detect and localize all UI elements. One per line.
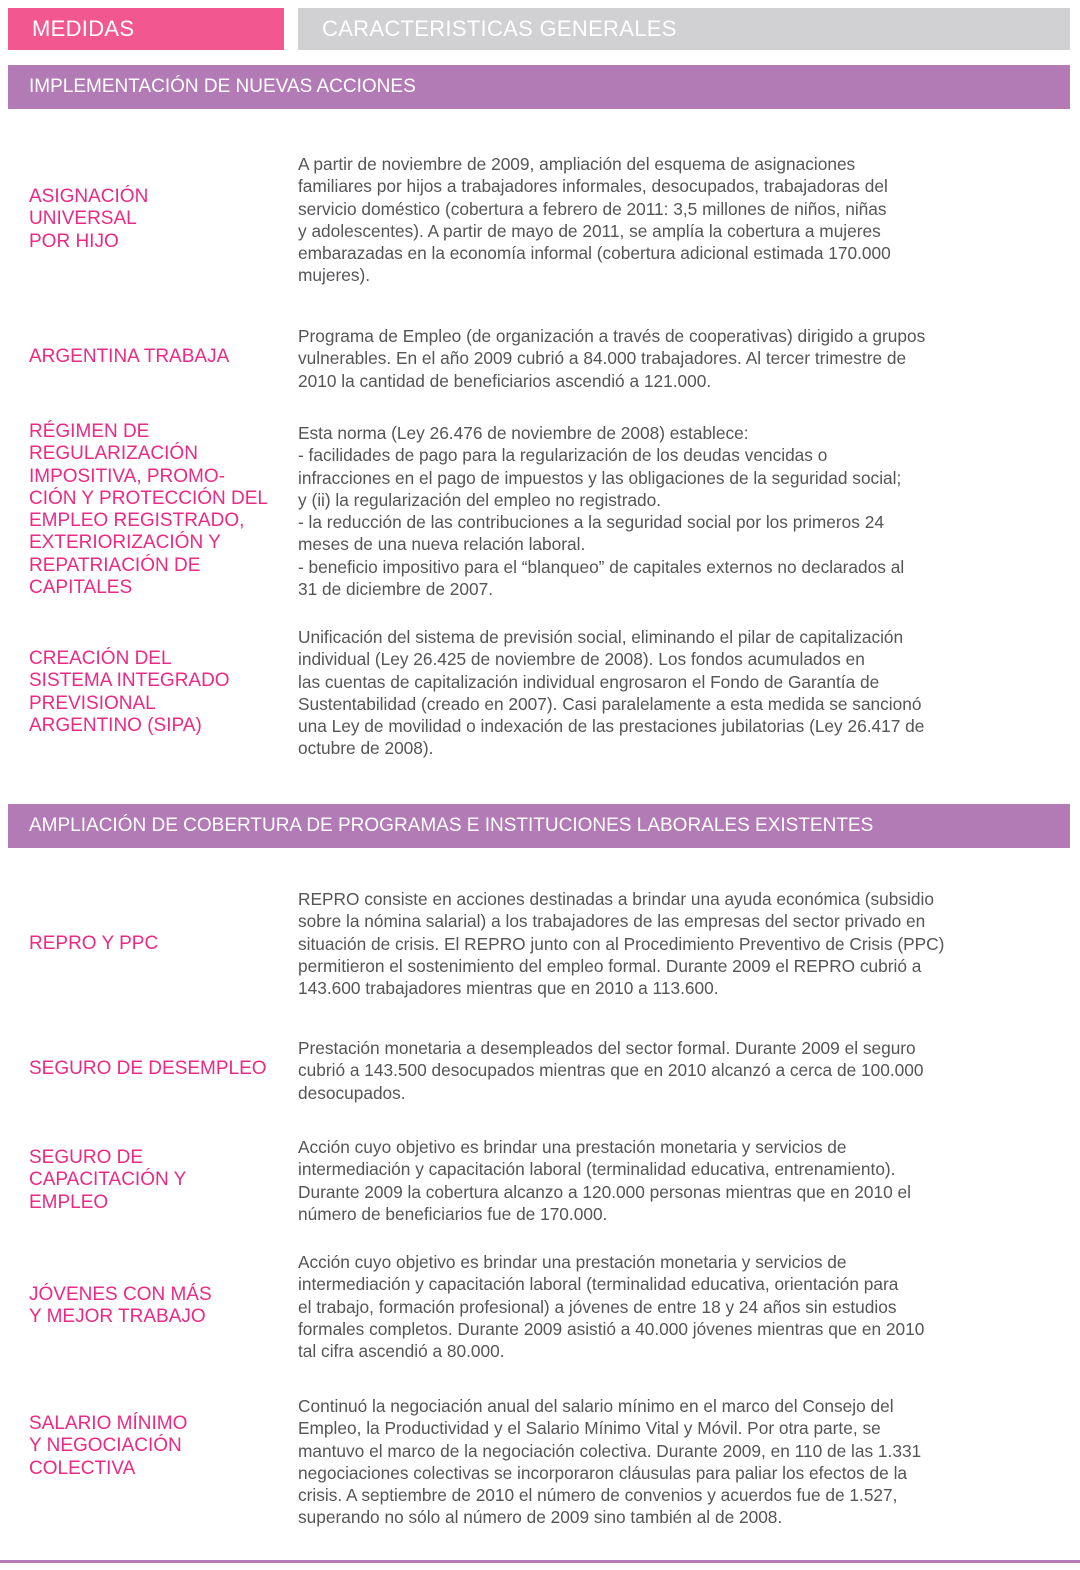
- measure-argentina-trabaja: ARGENTINA TRABAJA: [29, 346, 230, 367]
- description-repro-ppc: REPRO consiste en acciones destinadas a brindar una ayuda económica (subsidio sobre la nómina salarial) a los trabajadores de las empresas del sector privado en situación de crisis. El REPRO junto con al Procedimiento Preventivo de Crisis (PPC) permitieron el sostenimiento del empleo formal. Durante 2009 el REPRO cubrió a 143.600 trabajadores mientras que en 2010 a 113.600.: [298, 889, 945, 999]
- description-asignacion-universal: A partir de noviembre de 2009, ampliación del esquema de asignaciones familiares por hijos a trabajadores informales, desocupados, trabajadoras del servicio doméstico (cobertura a febrero de 2011: 3,5 millones de niños, niñas y adolescentes). A partir de mayo de 2011, se amplía la cobertura a mujeres embarazadas en la economía informal (cobertura adicional estimada 170.000 mujeres).: [298, 154, 891, 286]
- measure-repro-ppc: REPRO Y PPC: [29, 933, 159, 954]
- description-seguro-desempleo: Prestación monetaria a desempleados del sector formal. Durante 2009 el seguro cubrió a 143.500 desocupados mientras que en 2010 alcanzó a cerca de 100.000 desocupados.: [298, 1038, 924, 1103]
- description-argentina-trabaja: Programa de Empleo (de organización a través de cooperativas) dirigido a grupos vulnerables. En el año 2009 cubrió a 84.000 trabajadores. Al tercer trimestre de 2010 la cantidad de beneficiarios ascendió a 121.000.: [298, 326, 926, 391]
- description-regimen-regularizacion: Esta norma (Ley 26.476 de noviembre de 2008) establece: - facilidades de pago para la regularización de los deudas vencidas o infracciones en el pago de impuestos y las obligaciones de la seguridad social; y (ii) la regularización del empleo no registrado. - la reducción de las contribuciones a la seguridad social por los primeros 24 meses de una nueva relación laboral. - beneficio impositivo para el “blanqueo” de capitales externos no declarados al 31 de diciembre de 2007.: [298, 423, 905, 600]
- section-header-ampliacion-cobertura: AMPLIACIÓN DE COBERTURA DE PROGRAMAS E INSTITUCIONES LABORALES EXISTENTES: [8, 804, 1070, 848]
- measure-jovenes: JÓVENES CON MÁS Y MEJOR TRABAJO: [29, 1284, 212, 1328]
- description-jovenes: Acción cuyo objetivo es brindar una prestación monetaria y servicios de intermediación y capacitación laboral (terminalidad educativa, orientación para el trabajo, formación profesional) a jóvenes de entre 18 y 24 años sin estudios formales completos. Durante 2009 asistió a 40.000 jóvenes mientras que en 2010 tal cifra ascendió a 80.000.: [298, 1252, 925, 1362]
- measure-seguro-capacitacion: SEGURO DE CAPACITACIÓN Y EMPLEO: [29, 1147, 187, 1213]
- measure-asignacion-universal: ASIGNACIÓN UNIVERSAL POR HIJO: [29, 186, 149, 252]
- measure-regimen-regularizacion: RÉGIMEN DE REGULARIZACIÓN IMPOSITIVA, PROMO- CIÓN Y PROTECCIÓN DEL EMPLEO REGISTRADO, EXTERIORIZACIÓN Y REPATRIACIÓN DE CAPITALES: [29, 421, 268, 599]
- measure-salario-minimo: SALARIO MÍNIMO Y NEGOCIACIÓN COLECTIVA: [29, 1413, 188, 1479]
- description-sipa: Unificación del sistema de previsión social, eliminando el pilar de capitalización individual (Ley 26.425 de noviembre de 2008). Los fondos acumulados en las cuentas de capitalización individual engrosaron el Fondo de Garantía de Sustentabilidad (creado en 2007). Casi paralelamente a esta medida se sancionó una Ley de movilidad o indexación de las prestaciones jubilatorias (Ley 26.417 de octubre de 2008).: [298, 627, 925, 759]
- description-seguro-capacitacion: Acción cuyo objetivo es brindar una prestación monetaria y servicios de intermediación y capacitación laboral (terminalidad educativa, entrenamiento). Durante 2009 la cobertura alcanzo a 120.000 personas mientras que en 2010 el número de beneficiarios fue de 170.000.: [298, 1137, 911, 1224]
- section-header-nuevas-acciones: IMPLEMENTACIÓN DE NUEVAS ACCIONES: [8, 65, 1070, 109]
- medidas-column-header: MEDIDAS: [8, 8, 284, 50]
- caracteristicas-column-header: CARACTERISTICAS GENERALES: [298, 8, 1070, 50]
- description-salario-minimo: Continuó la negociación anual del salario mínimo en el marco del Consejo del Empleo, la Productividad y el Salario Mínimo Vital y Móvil. Por otra parte, se mantuvo el marco de la negociación colectiva. Durante 2009, en 110 de las 1.331 negociaciones colectivas se incorporaron cláusulas para paliar los efectos de la crisis. A septiembre de 2010 el número de convenios y acuerdos fue de 1.527, superando no sólo al número de 2009 sino también al de 2008.: [298, 1396, 922, 1528]
- measure-seguro-desempleo: SEGURO DE DESEMPLEO: [29, 1058, 267, 1079]
- measure-sipa: CREACIÓN DEL SISTEMA INTEGRADO PREVISIONAL ARGENTINO (SIPA): [29, 648, 230, 736]
- bottom-divider: [0, 1560, 1080, 1563]
